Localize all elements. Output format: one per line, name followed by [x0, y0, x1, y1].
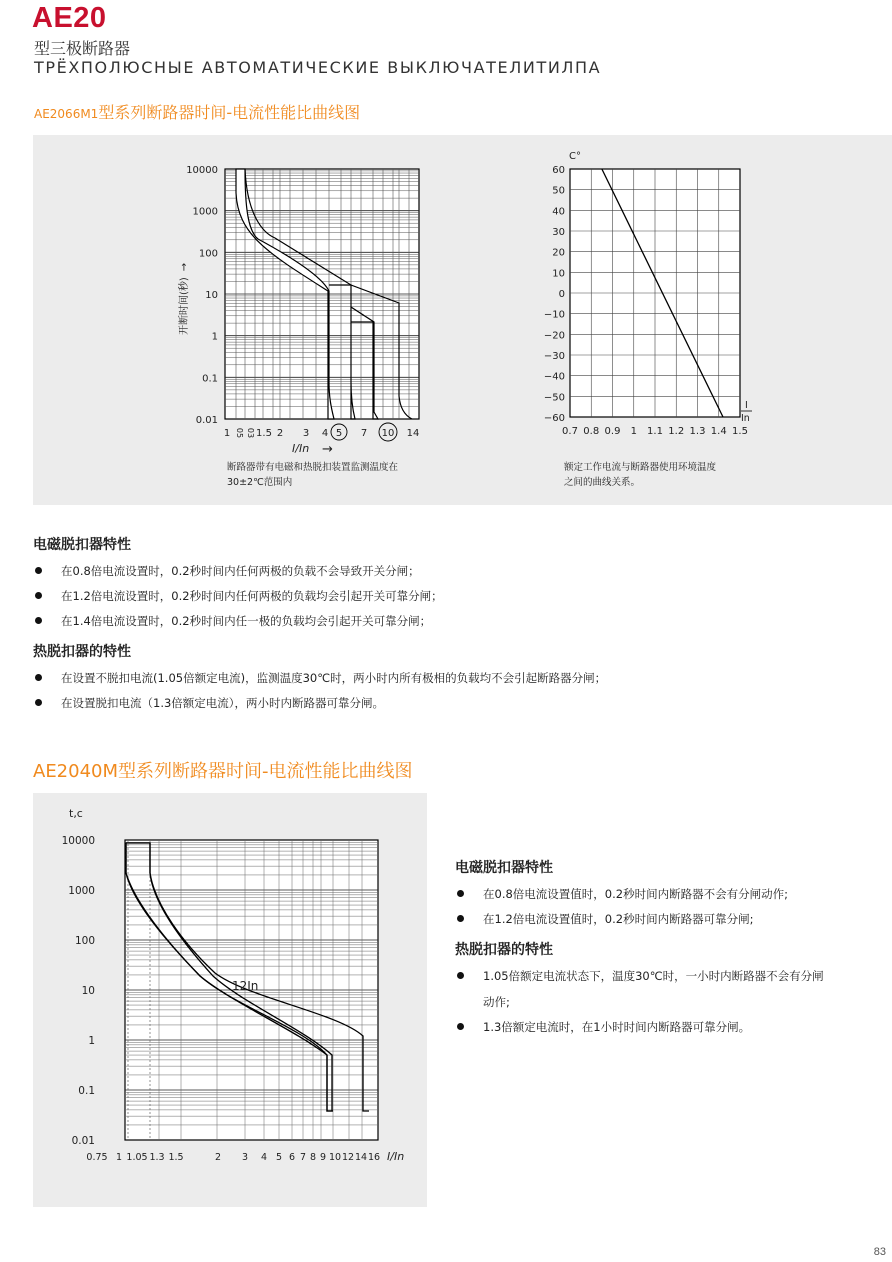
tick-label: −30: [543, 351, 565, 362]
tick-label: 10000: [61, 835, 95, 847]
right-chart-x-ticks: [562, 426, 748, 437]
tick-label: 3: [302, 428, 310, 439]
tick-label: 0.1: [202, 373, 218, 385]
tick-label: 10: [552, 268, 565, 280]
tick-label: 1.3: [149, 1152, 165, 1163]
tick-label: 1: [223, 428, 231, 439]
tick-label: 0.9: [604, 426, 621, 437]
section2-x-label: I/In: [387, 1150, 405, 1163]
left-chart-x-ticks: [224, 423, 420, 441]
right-chart-note-line2: 之间的曲线关系。: [564, 477, 641, 488]
tick-label: 0: [558, 289, 565, 300]
tick-label: 0.01: [71, 1135, 95, 1147]
list-item: 在设置不脱扣电流(1.05倍额定电流)，监测温度30℃时，两小时内所有极相的负载均不会引起断路器分闸；: [35, 670, 835, 686]
tick-label: 100: [198, 248, 218, 260]
tick-label: 1000: [68, 885, 95, 897]
section2-chart-svg: [33, 793, 427, 1207]
right-chart-y-unit: C°: [569, 151, 581, 162]
tick-label: 1: [88, 1035, 95, 1047]
section2-y-ticks: [62, 835, 95, 1147]
tick-label: 1.5: [168, 1152, 184, 1163]
tick-label: 1000: [192, 206, 218, 218]
tick-label: −40: [543, 371, 565, 383]
tick-label: 7: [360, 428, 368, 439]
section1-title-text: 型系列断路器时间-电流性能比曲线图: [98, 103, 361, 122]
tick-label: 12: [341, 1152, 355, 1163]
tick-label: −10: [543, 309, 565, 321]
tick-label: 1: [630, 426, 637, 437]
section2-title: AE2040M型系列断路器时间-电流性能比曲线图: [33, 761, 413, 782]
list-item: 在0.8倍电流设置值时，0.2秒时间内断路器不会有分闸动作;: [457, 886, 877, 902]
subtitle-russian: ТРЁХПОЛЮСНЫЕ АВТОМАТИЧЕСКИЕ ВЫКЛЮЧАТЕЛИТИЛПА: [34, 58, 602, 77]
right-chart-note-line1: 额定工作电流与断路器使用环境温度: [564, 462, 717, 473]
left-chart-x-arrow: →: [322, 442, 333, 457]
section2-y-unit: t,c: [69, 807, 83, 820]
tick-label: 1.1: [647, 426, 663, 437]
tick-label: 5: [335, 428, 343, 439]
tick-label: 1.05: [126, 1152, 148, 1163]
right-chart-y-ticks: [544, 165, 565, 424]
tick-label: 9: [319, 1152, 327, 1163]
tick-label: 50: [552, 185, 565, 197]
tick-label: 14: [354, 1152, 368, 1163]
tick-label: 0.75: [86, 1152, 108, 1163]
tripping-curve-chart: [177, 165, 419, 457]
temperature-derating-chart: [544, 151, 752, 437]
list-item: 1.05倍额定电流状态下，温度30℃时，一小时内断路器不会有分闸: [457, 968, 887, 984]
tick-label: −20: [543, 330, 565, 342]
section1-charts-svg: [33, 135, 892, 505]
tick-label: 3: [241, 1152, 249, 1163]
tick-label: 10: [81, 985, 95, 997]
tick-label: −60: [543, 413, 565, 424]
subtitle-chinese: 型三极断路器: [34, 39, 131, 58]
tick-label: 1.4: [710, 426, 727, 437]
list-item: 在1.4倍电流设置时，0.2秒时间内任一极的负载均会引起开关可靠分闸；: [35, 613, 835, 629]
left-chart-y-label: 开断时间(秒)→: [179, 262, 190, 335]
tick-label: 4: [260, 1152, 268, 1163]
right-chart-note: [564, 460, 716, 490]
tick-label: 10: [205, 290, 218, 301]
section1-magnetic-heading: 电磁脱扣器特性: [33, 537, 131, 553]
tick-label: 1: [211, 331, 218, 343]
section2-curve-label: 12In: [232, 979, 259, 993]
tick-label: 4: [321, 428, 329, 439]
left-chart-note: [227, 460, 398, 490]
section1-thermal-heading: 热脱扣器的特性: [33, 644, 131, 660]
tick-label: 8: [309, 1152, 317, 1163]
tick-label: 0.7: [562, 426, 578, 437]
tick-label: 16: [367, 1152, 381, 1163]
tick-label: 10000: [186, 165, 218, 176]
tick-label-small: 03: [246, 427, 255, 439]
tick-label: 6: [288, 1152, 296, 1163]
section2-chart-panel: [33, 793, 427, 1207]
tick-label: 30: [552, 227, 565, 238]
page-number: 83: [873, 1246, 886, 1258]
section2-x-ticks: [86, 1152, 380, 1163]
left-chart-note-line1: 断路器带有电磁和热脱扣装置监测温度在: [227, 462, 399, 473]
tick-label: 1.3: [689, 426, 706, 437]
section1-chart-panel: [33, 135, 892, 505]
tick-label: 40: [552, 206, 565, 218]
tick-label: 10: [328, 1152, 342, 1163]
list-item: 在0.8倍电流设置时，0.2秒时间内任何两极的负载不会导致开关分闸；: [35, 563, 835, 579]
section1-model: AE2066M1: [34, 107, 99, 121]
tick-label: 0.01: [195, 415, 218, 426]
left-chart-x-label: I/In: [292, 442, 310, 455]
right-chart-x-label-in: In: [741, 413, 750, 424]
tick-label: 100: [74, 935, 95, 947]
tick-label: 2: [214, 1152, 222, 1163]
tick-label: 1.5: [732, 426, 748, 437]
tick-label: 1.5: [256, 428, 272, 439]
tick-label: 1.2: [668, 426, 685, 437]
left-chart-y-ticks: [186, 165, 218, 426]
tick-label: −50: [543, 392, 565, 404]
right-chart-x-label-i: I: [745, 400, 748, 411]
list-item-continuation: 动作;: [483, 995, 510, 1009]
section2-magnetic-heading: 电磁脱扣器特性: [455, 860, 553, 876]
tick-label: 10: [381, 428, 395, 439]
tick-label: 20: [552, 247, 565, 259]
tick-label: 5: [275, 1152, 283, 1163]
list-item: 1.3倍额定电流时，在1小时时间内断路器可靠分闸。: [457, 1019, 877, 1035]
tick-label: 2: [276, 428, 284, 439]
tick-label: 14: [406, 428, 420, 439]
brand-title: AE20: [32, 2, 107, 34]
list-item: 在1.2倍电流设置值时，0.2秒时间内断路器可靠分闸;: [457, 911, 877, 927]
list-item: 在设置脱扣电流（1.3倍额定电流），两小时内断路器可靠分闸。: [35, 695, 835, 711]
tick-label: 0.8: [583, 426, 600, 437]
section1-title: [34, 100, 360, 123]
tick-label: 7: [299, 1152, 307, 1163]
left-chart-note-line2: 30±2℃范围内: [227, 477, 293, 488]
tick-label: 0.1: [78, 1085, 95, 1097]
tick-label-small: 05: [235, 427, 244, 439]
tick-label: 60: [552, 165, 565, 176]
tick-label: 1: [115, 1152, 123, 1163]
list-item: 在1.2倍电流设置时，0.2秒时间内任何两极的负载均会引起开关可靠分闸；: [35, 588, 835, 604]
section2-thermal-heading: 热脱扣器的特性: [455, 942, 553, 958]
